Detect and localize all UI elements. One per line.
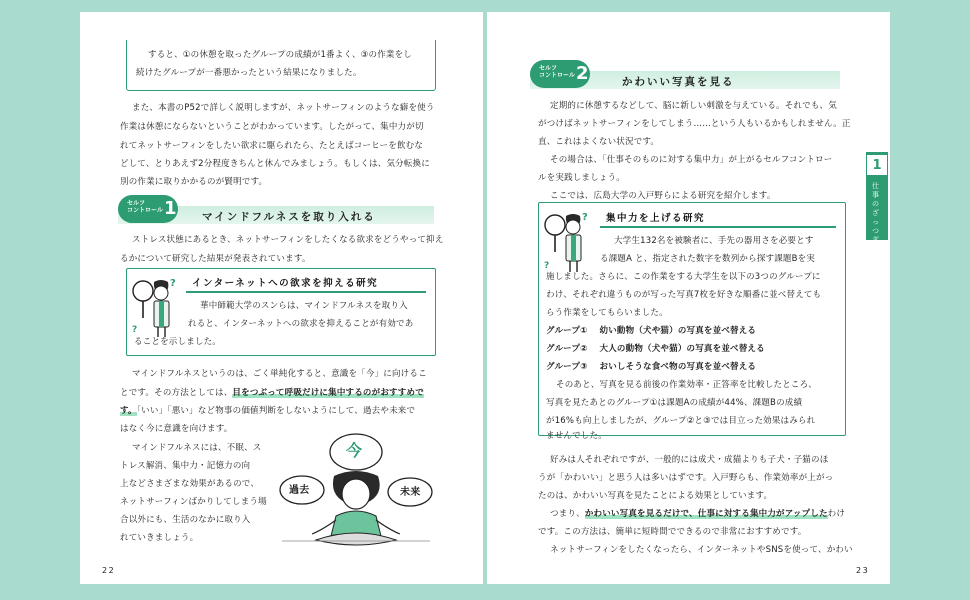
research-text: る課題A と、指定された数字を数列から探す課題Bを実	[600, 254, 816, 264]
body-text	[550, 506, 845, 524]
badge-label-2: コントロール	[127, 207, 163, 214]
group-row	[546, 359, 756, 377]
svg-text:?: ?	[544, 261, 550, 271]
group-text: おいしそうな食べ物の写真を並べ替える	[599, 362, 757, 372]
text-plain: わけ	[827, 509, 846, 519]
box-cont-line: すると、①の休憩を取ったグループの成績が1番よく、③の作業をし	[148, 50, 413, 60]
body-text	[120, 403, 415, 421]
body-text: 作業は休憩にならないということがわかっています。したがって、集中力が切	[120, 122, 424, 132]
body-text: れていきましょう。	[120, 533, 199, 543]
badge-label	[539, 65, 575, 79]
body-text: たのは、かわいい写真を見たことによる効果としています。	[538, 491, 773, 501]
body-text: 定期的に休憩するなどして、脳に新しい刺激を与えている。それでも、気	[550, 101, 837, 111]
thought-now: 今	[346, 441, 363, 460]
body-text	[120, 385, 424, 403]
body-text: がつけばネットサーフィンをしてしまう……という人もいるかもしれません。正	[538, 119, 851, 129]
highlight-text: かわいい写真を見るだけで、仕事に対する集中力がアップした	[584, 509, 828, 519]
badge-label-2: コントロール	[539, 72, 575, 79]
group-text: 大人の動物（犬や猫）の写真を並べ替える	[599, 344, 765, 354]
body-text: また、本書のP52で詳しく説明しますが、ネットサーフィンのような癖を使う	[132, 103, 435, 113]
svg-text:?: ?	[132, 325, 138, 335]
highlight-text: す。	[120, 406, 137, 416]
group-text: 幼い動物（犬や猫）の写真を並べ替える	[599, 326, 757, 336]
body-text: マインドフルネスというのは、ごく単純化すると、意識を「今」に向けるこ	[132, 369, 427, 379]
section-header-2	[530, 63, 840, 90]
body-text: はなく今に意識を向けます。	[120, 424, 233, 434]
badge-label-1: セルフ	[539, 65, 558, 72]
body-text: マインドフルネスには、不眠、ス	[132, 443, 262, 453]
body-text: 上などさまざまな効果があるので、	[120, 479, 260, 489]
badge-number: 2	[576, 63, 589, 84]
research-text: 施しました。さらに、この作業をする大学生を以下の3つのグループに	[546, 272, 821, 282]
body-text: 直、これはよくない状況です。	[538, 137, 660, 147]
research-text: 大学生132名を被験者に、手先の器用さを必要とす	[614, 236, 814, 246]
research-text: れると、インターネットへの欲求を抑えることが有効であ	[188, 319, 414, 329]
body-text: ストレス状態にあるとき、ネットサーフィンをしたくなる欲求をどうやって抑え	[132, 235, 444, 245]
group-label: グループ②	[546, 344, 588, 354]
body-text: れてネットサーフィンをしたい欲求に駆られたら、たとえばコーヒーを飲むな	[120, 141, 424, 151]
text-plain: 「いい」「悪い」など物事の価値判断をしないようにして、過去や未来で	[136, 406, 416, 416]
body-text: ルを実践しましょう。	[538, 173, 626, 183]
body-text: ここでは、広島大学の入戸野らによる研究を紹介します。	[550, 191, 776, 201]
group-row	[546, 341, 765, 359]
badge-label-1: セルフ	[127, 200, 146, 207]
box-cont-line: 続けたグループが一番悪かったという結果になりました。	[136, 68, 362, 78]
body-text: ネットサーフィンをしたくなったら、インターネットやSNSを使って、かわい	[550, 545, 853, 555]
section-header-1	[118, 198, 434, 225]
research-text: が16%も向上しましたが、グループ②と③では目立った効果はみられ	[546, 416, 816, 426]
research-title-underline	[186, 291, 426, 293]
group-label: グループ③	[546, 362, 588, 372]
researcher-illustration	[542, 208, 594, 274]
research-text: 華中師範大学のスンらは、マインドフルネスを取り入	[200, 301, 408, 311]
self-control-badge	[118, 195, 178, 223]
research-text: らう作業をしてもらいました。	[546, 308, 668, 318]
section-title: マインドフルネスを取り入れる	[202, 211, 376, 223]
body-text: ネットサーフィンばかりしてしまう場	[120, 497, 267, 507]
badge-number: 1	[164, 198, 177, 219]
highlight-text: 目をつぶって呼吸だけに集中するのがおすすめで	[232, 388, 424, 398]
body-text: 合以外にも、生活のなかに取り入	[120, 515, 251, 525]
body-text: 好みは人それぞれですが、一般的には成犬・成猫よりも子犬・子猫のほ	[550, 455, 829, 465]
chapter-tab	[866, 152, 888, 253]
researcher-illustration	[130, 274, 180, 338]
thought-future: 未来	[400, 487, 421, 498]
body-text: その場合は、「仕事そのものに対する集中力」が上がるセルフコントロー	[550, 155, 833, 165]
badge-label	[127, 200, 163, 214]
research-title: インターネットへの欲求を抑える研究	[192, 278, 379, 289]
chapter-label: 仕事のざっつぎる	[872, 182, 879, 253]
svg-text:?: ?	[170, 278, 176, 289]
body-text: です。この方法は、簡単に短時間でできるので非常におすすめです。	[538, 527, 807, 537]
page-number-right: 23	[856, 566, 870, 575]
page-number-left: 22	[102, 566, 116, 575]
chapter-number: 1	[866, 154, 888, 176]
group-row	[546, 323, 756, 341]
body-text: トレス解消、集中力・記憶力の向	[120, 461, 251, 471]
body-text: 別の作業に取りかかるのが賢明です。	[120, 177, 268, 187]
research-text: ることを示しました。	[134, 337, 222, 347]
body-text: うが「かわいい」と思う人は多いはずです。入戸野らも、作業効率が上がっ	[538, 473, 834, 483]
section-title: かわいい写真を見る	[622, 76, 735, 88]
body-text: るかについて研究した結果が発表されています。	[120, 254, 311, 264]
research-text: ませんでした。	[546, 431, 607, 441]
research-title-underline	[600, 226, 836, 228]
research-text: わけ、それぞれ違うものが写った写真7枚を好きな順番に並べ替えても	[546, 290, 822, 300]
body-text: どして、とりあえず2分程度きちんと休んでみましょう。もしくは、気分転換に	[120, 159, 430, 169]
text-plain: とです。その方法としては、	[120, 388, 233, 398]
self-control-badge	[530, 60, 590, 88]
text-plain: つまり、	[550, 509, 585, 519]
research-text: 写真を見たあとのグループ①は課題Aの成績が44%、課題Bの成績	[546, 398, 803, 408]
thought-past: 過去	[289, 485, 310, 496]
research-text: そのあと、写真を見る前後の作業効率・正答率を比較したところ、	[556, 380, 818, 390]
research-title: 集中力を上げる研究	[606, 213, 706, 224]
svg-text:?: ?	[582, 212, 588, 223]
group-label: グループ①	[546, 326, 588, 336]
